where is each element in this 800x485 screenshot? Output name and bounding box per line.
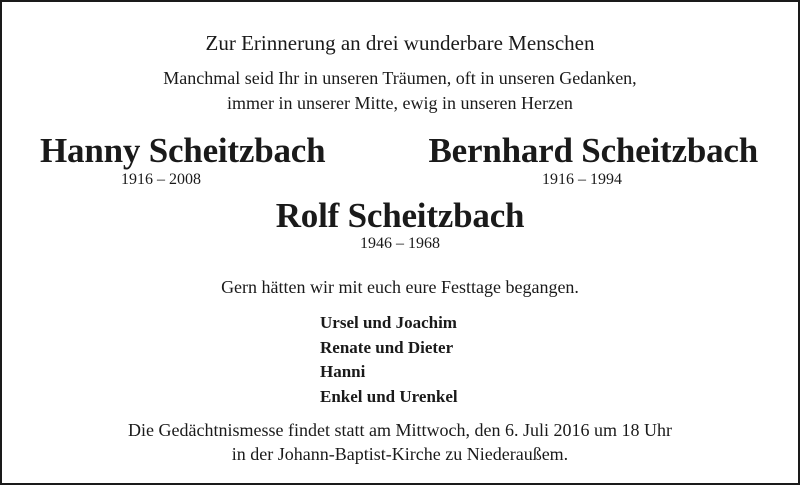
verse-line-2: immer in unserer Mitte, ewig in unseren Herzen bbox=[227, 93, 573, 113]
person-dates-hanny: 1916 – 2008 bbox=[121, 171, 201, 188]
person-name-rolf: Rolf Scheitzbach bbox=[275, 196, 525, 235]
notice-heading: Zur Erinnerung an drei wunderbare Menschen bbox=[205, 31, 595, 55]
service-line-1: Die Gedächtnismesse findet statt am Mittwoch, den 6. Juli 2016 um 18 Uhr bbox=[128, 420, 672, 440]
family-member: Hanni bbox=[320, 362, 366, 381]
family-member: Renate und Dieter bbox=[320, 337, 454, 357]
verse-line-1: Manchmal seid Ihr in unseren Träumen, oft in unseren Gedanken, bbox=[163, 68, 637, 88]
family-member: Ursel und Joachim bbox=[320, 313, 457, 332]
person-name-bernhard: Bernhard Scheitzbach bbox=[428, 131, 758, 170]
family-message: Gern hätten wir mit euch eure Festtage begangen. bbox=[221, 277, 579, 297]
person-dates-bernhard: 1916 – 1994 bbox=[542, 171, 622, 188]
service-line-2: in der Johann-Baptist-Kirche zu Niederaußem. bbox=[231, 444, 569, 464]
person-name-hanny: Hanny Scheitzbach bbox=[40, 131, 326, 170]
family-member: Enkel und Urenkel bbox=[320, 386, 458, 406]
person-dates-rolf: 1946 – 1968 bbox=[360, 235, 440, 252]
family-signatures bbox=[320, 311, 458, 409]
